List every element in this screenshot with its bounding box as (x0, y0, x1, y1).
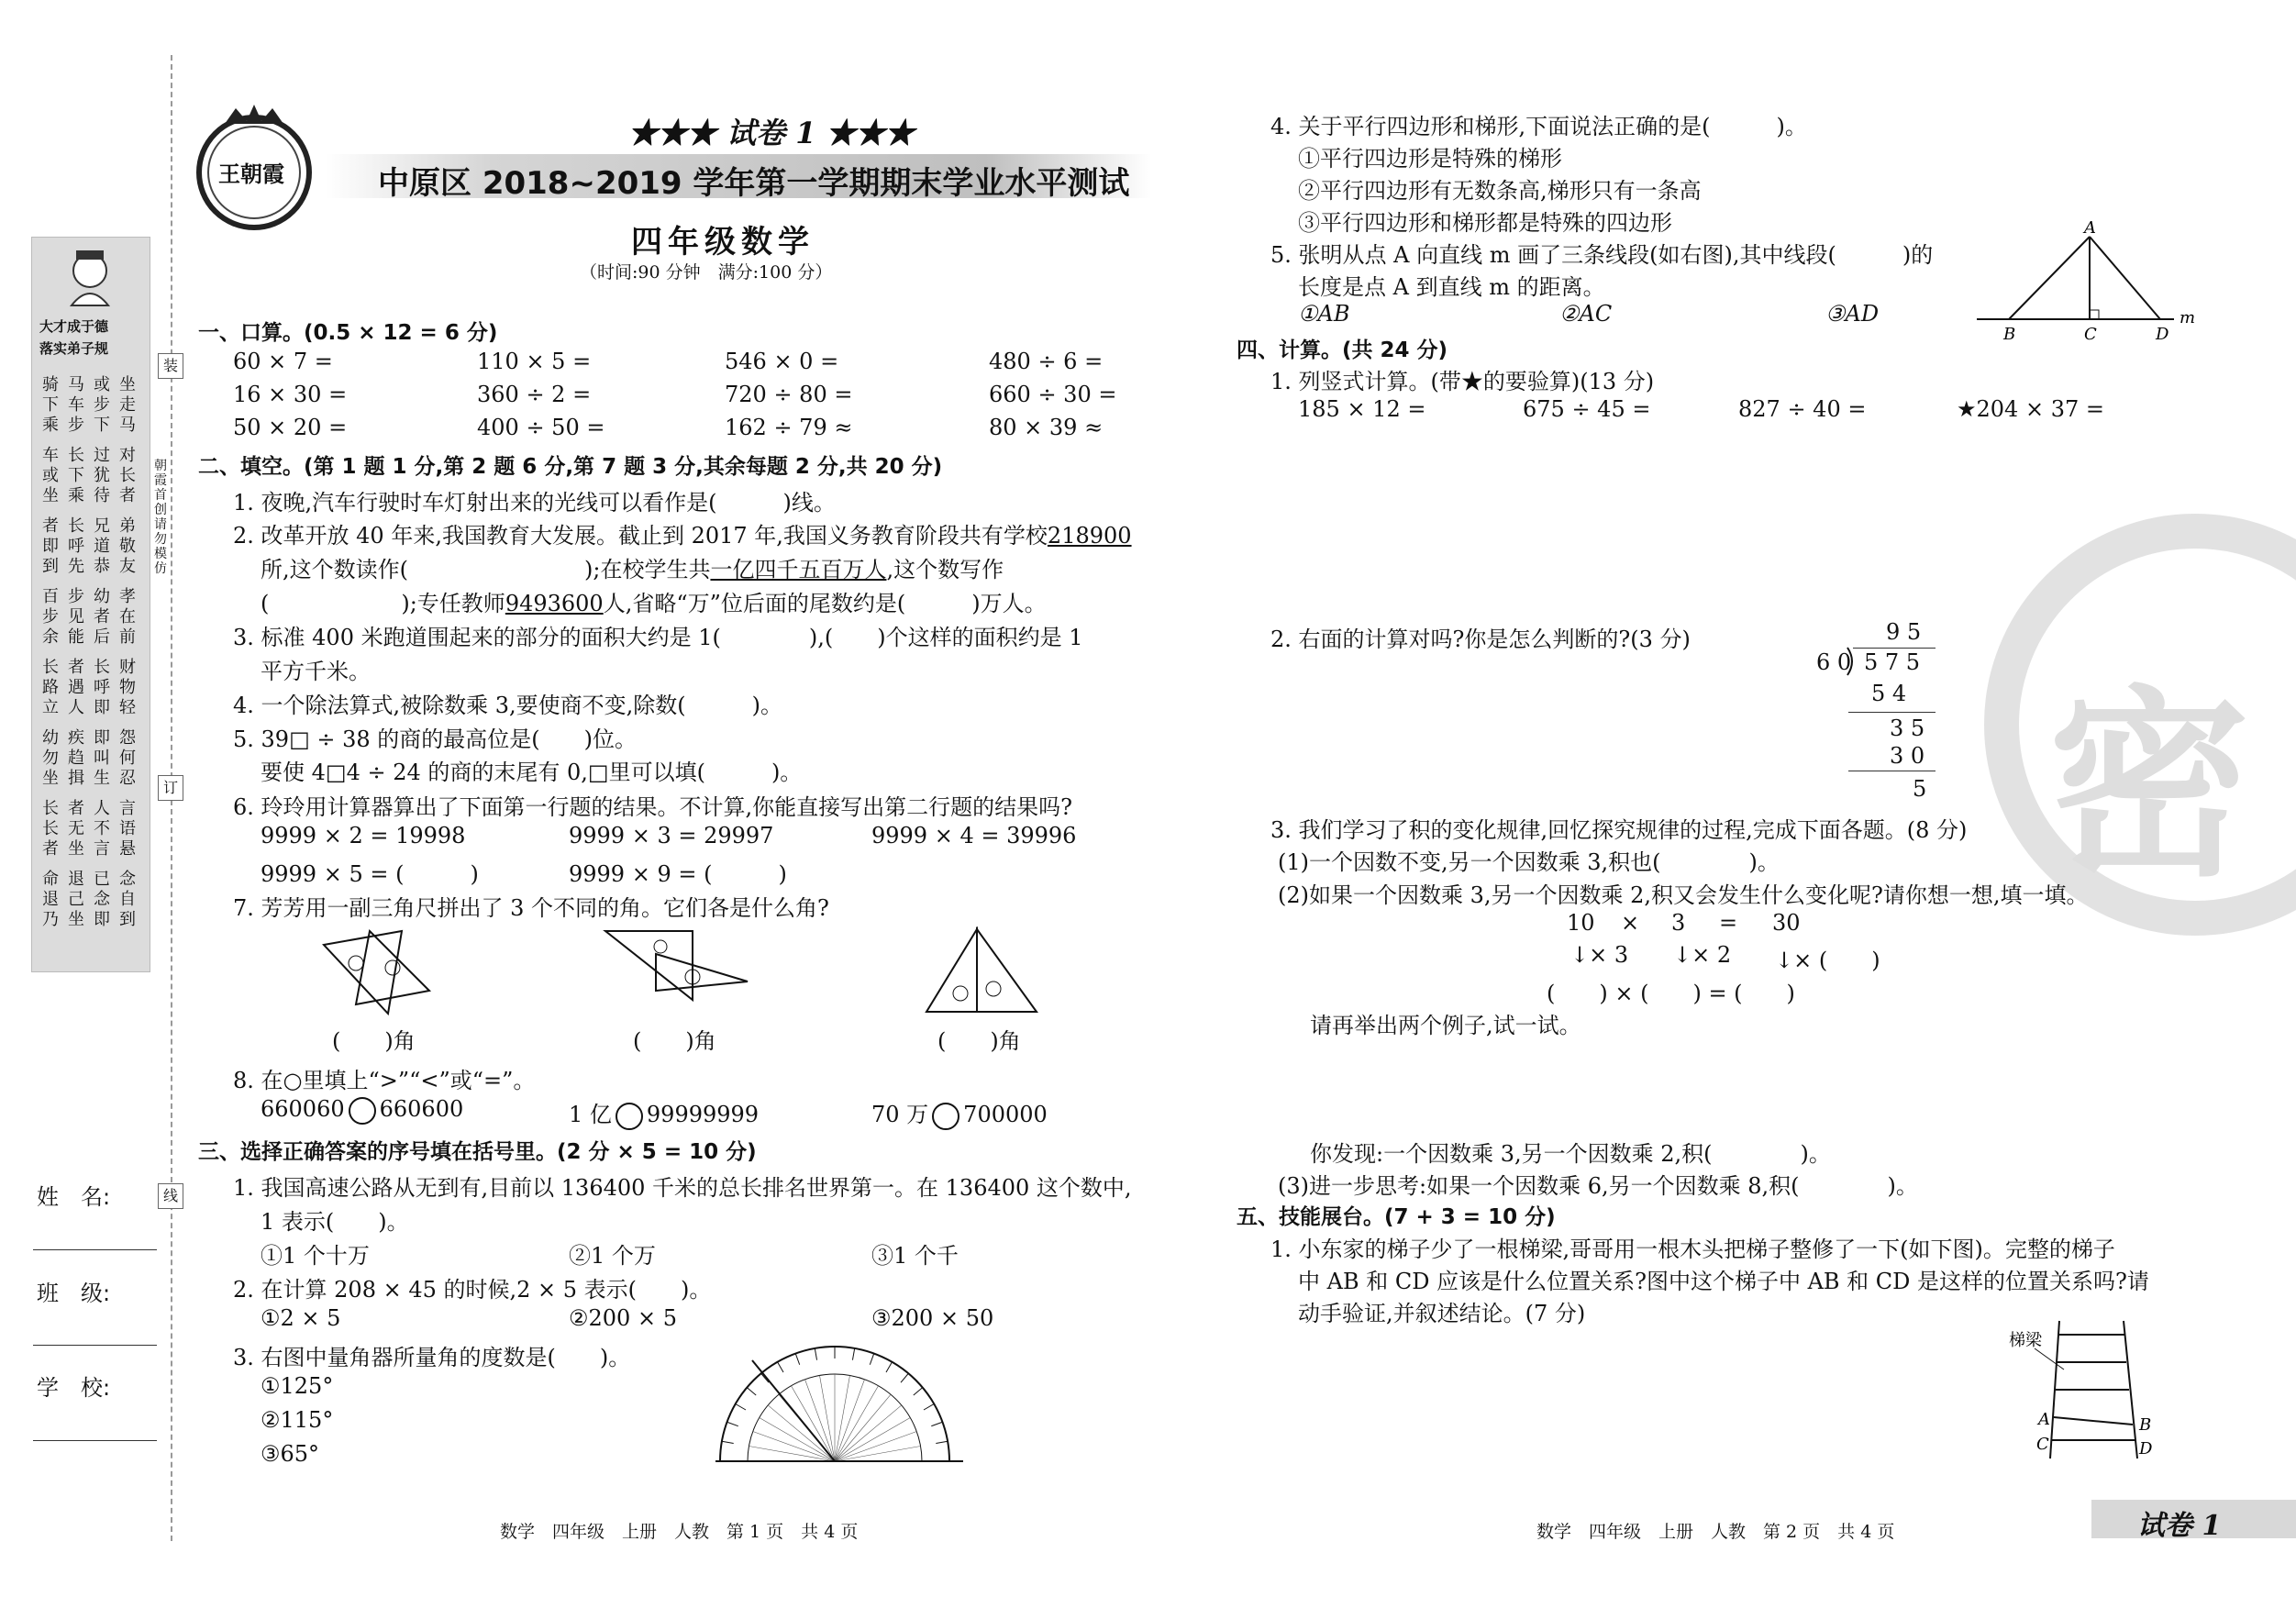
division-bar (1853, 648, 1936, 649)
choice-q3-opt-3: ③65° (261, 1441, 320, 1467)
calc-item-3: 827 ÷ 40 = (1738, 396, 1867, 422)
calc-q3: 3. 我们学习了积的变化规律,回忆探究规律的过程,完成下面各题。(8 分) (1270, 817, 1968, 843)
sidebar-motto-top: 大才成于德 (39, 318, 109, 335)
point-c-label: C (2084, 325, 2097, 344)
section-5-heading: 五、技能展台。(7 + 3 = 10 分) (1237, 1205, 1556, 1229)
product-eq-b: 3 (1671, 910, 1686, 936)
choice-q3-opt-1: ①125° (261, 1373, 334, 1399)
sidebar-poem-column: 长呼即 (94, 658, 110, 717)
oral-calc-item: 50 × 20 = (233, 415, 348, 440)
brand-logo-text: 王朝霞 (218, 161, 284, 187)
product-arrow-2: ↓× 2 (1673, 942, 1732, 968)
fill-q8: 8. 在○里填上“>”“<”或“=”。 (233, 1068, 536, 1093)
oral-calc-item: 162 ÷ 79 ≈ (725, 415, 853, 440)
skill-q1-line3: 动手验证,并叙述结论。(7 分) (1298, 1301, 1586, 1326)
calc-q2: 2. 右面的计算对吗?你是怎么判断的?(3 分) (1270, 627, 1691, 652)
fill-q7: 7. 芳芳用一副三角尺拼出了 3 个不同的角。它们各是什么角? (233, 895, 829, 921)
ladder-point-a: A (2038, 1410, 2050, 1429)
oral-calc-item: 60 × 7 = (233, 349, 333, 374)
sidebar-poem-column: 骑下乘 (42, 375, 59, 435)
fill-q6: 6. 玲玲用计算器算出了下面第一行题的结果。不计算,你能直接写出第二行题的结果吗? (233, 794, 1073, 820)
sidebar-poem-column: 财物轻 (119, 658, 136, 717)
division-divisor: 6 0 (1816, 649, 1852, 675)
fill-q2-line3: ( );专任教师9493600人,省略“万”位后面的尾数约是( )万人。 (261, 591, 1047, 616)
calc-q3-more-examples: 请再举出两个例子,试一试。 (1310, 1013, 1581, 1038)
choice-q3-opt-2: ②115° (261, 1407, 334, 1433)
choice-q2-opt-1: ①2 × 5 (261, 1305, 341, 1331)
calc-item-4: ★204 × 37 = (1957, 396, 2104, 422)
point-a-label: A (2084, 220, 2096, 238)
oral-calc-item: 480 ÷ 6 = (989, 349, 1104, 374)
fill-q2-line2: 所,这个数读作( );在校学生共一亿四千五百万人,这个数写作 (261, 557, 1004, 582)
sidebar-poem-column: 命退乃 (42, 870, 59, 929)
sidebar-poem-column: 孝在前 (119, 587, 136, 647)
right-page-footer: 数学 四年级 上册 人教 第 2 页 共 4 页 (1536, 1522, 1895, 1542)
point-b-label: B (2003, 325, 2016, 344)
sidebar-poem-column: 过犹待 (94, 446, 110, 505)
angle-blank-1[interactable]: ( )角 (332, 1028, 416, 1054)
fill-q5-line1: 5. 39□ ÷ 38 的商的最高位是( )位。 (233, 726, 638, 752)
choice-q4-opt-1: ①平行四边形是特殊的梯形 (1298, 146, 1562, 172)
oral-calc-item: 360 ÷ 2 = (477, 382, 592, 407)
sidebar-motto-bottom: 落实弟子规 (39, 340, 109, 357)
sidebar-poem-column: 退己坐 (68, 870, 84, 929)
oral-calc-item: 16 × 30 = (233, 382, 348, 407)
compare-circle-2[interactable] (616, 1103, 643, 1130)
angle-blank-3[interactable]: ( )角 (937, 1028, 1021, 1054)
calc-q3-finding: 你发现:一个因数乘 3,另一个因数乘 2,积( )。 (1310, 1141, 1831, 1167)
sidebar-poem-column: 疾趋揖 (68, 728, 84, 788)
choice-q4-opt-2: ②平行四边形有无数条高,梯形只有一条高 (1298, 178, 1702, 204)
division-step2: 3 5 (1890, 715, 1925, 741)
choice-q5-line1: 5. 张明从点 A 向直线 m 画了三条线段(如右图),其中线段( )的 (1270, 242, 1934, 268)
sidebar-poem-column: 即叫生 (94, 728, 110, 788)
skill-q1-line2: 中 AB 和 CD 应该是什么位置关系?图中这个梯子中 AB 和 CD 是这样的位置关系吗?请 (1298, 1269, 2149, 1294)
choice-q1-line1: 1. 我国高速公路从无到有,目前以 136400 千米的总长排名世界第一。在 136400 这个数中, (233, 1175, 1132, 1201)
fill-q6-r1-a: 9999 × 2 = 19998 (261, 823, 466, 848)
set-square-figure-3 (922, 925, 1041, 1016)
division-dividend: 5 7 5 (1864, 649, 1921, 675)
choice-q1-line2: 1 表示( )。 (261, 1209, 409, 1235)
sidebar-poem-column: 百步余 (42, 587, 59, 647)
choice-q5-opt-3: ③AD (1825, 301, 1880, 327)
angle-blank-2[interactable]: ( )角 (633, 1028, 716, 1054)
ladder-figure (2009, 1316, 2192, 1463)
name-field[interactable] (33, 1249, 157, 1250)
fill-q6-r1-c: 9999 × 4 = 39996 (871, 823, 1077, 848)
choice-q1-opt-3: ③1 个千 (871, 1243, 959, 1269)
section-2-heading: 二、填空。(第 1 题 1 分,第 2 题 6 分,第 7 题 3 分,其余每题 2 分,共 20 分) (198, 455, 943, 479)
choice-q5-line2: 长度是点 A 到直线 m 的距离。 (1298, 274, 1605, 300)
sidebar-poem-column: 车或坐 (42, 446, 59, 505)
sidebar-poem-column: 念自到 (119, 870, 136, 929)
product-eq-equals: = (1719, 910, 1738, 936)
binding-mark-2: 订 (158, 775, 183, 801)
oral-calc-item: 400 ÷ 50 = (477, 415, 605, 440)
watermark-seal-char: 密 (2047, 669, 2250, 904)
sidebar-poem-column: 幼勿坐 (42, 728, 59, 788)
choice-q2-opt-2: ②200 × 5 (569, 1305, 677, 1331)
compare-item-3: 70 万 700000 (871, 1096, 1048, 1130)
corner-paper-label: 试卷 1 (2137, 1510, 2222, 1542)
section-1-heading: 一、口算。(0.5 × 12 = 6 分) (198, 321, 498, 345)
exam-title: 中原区 2018~2019 学年第一学期期末学业水平测试 (378, 165, 1130, 202)
binding-mark-3: 线 (158, 1183, 183, 1209)
fill-q3-line1: 3. 标准 400 米跑道围起来的部分的面积大约是 1( ),( )个这样的面积约是 1 (233, 625, 1083, 650)
sidebar-poem-column: 兄道恭 (94, 516, 110, 576)
sidebar-motto-panel (31, 237, 150, 972)
oral-calc-item: 546 × 0 = (725, 349, 839, 374)
calc-item-1: 185 × 12 = (1298, 396, 1426, 422)
binding-note: 朝霞首创 请勿模仿 (154, 459, 167, 576)
set-square-figure-1 (319, 926, 438, 1018)
fill-q6-r1-b: 9999 × 3 = 29997 (569, 823, 774, 848)
fill-q6-r2-a: 9999 × 5 = ( ) (261, 861, 479, 887)
section-3-heading: 三、选择正确答案的序号填在括号里。(2 分 × 5 = 10 分) (198, 1140, 757, 1164)
sidebar-poem-column: 或步下 (94, 375, 110, 435)
product-eq-a: 10 (1567, 910, 1595, 936)
set-square-figure-2 (601, 926, 757, 1009)
division-step1: 5 4 (1871, 681, 1907, 706)
product-eq-times: × (1621, 910, 1640, 936)
product-eq-row2: ( ) × ( ) = ( ) (1547, 981, 1795, 1006)
fill-q4: 4. 一个除法算式,被除数乘 3,要使商不变,除数( )。 (233, 693, 783, 718)
compare-item-1: 660060 660600 (261, 1096, 463, 1125)
fill-q2-line1: 2. 改革开放 40 年来,我国教育大发展。截止到 2017 年,我国义务教育阶段共有学校218900 (233, 523, 1132, 549)
choice-q2: 2. 在计算 208 × 45 的时候,2 × 5 表示( )。 (233, 1277, 712, 1303)
choice-q1-opt-2: ②1 个万 (569, 1243, 656, 1269)
sidebar-poem-column: 怨何忍 (119, 728, 136, 788)
choice-q2-opt-3: ③200 × 50 (871, 1305, 994, 1331)
calc-q3-part1: (1)一个因数不变,另一个因数乘 3,积也( )。 (1278, 849, 1780, 875)
fill-q6-r2-b: 9999 × 9 = ( ) (569, 861, 787, 887)
oral-calc-item: 660 ÷ 30 = (989, 382, 1117, 407)
subject-title: 四年级数学 (631, 224, 815, 261)
protractor-figure (715, 1344, 972, 1468)
compare-circle-1[interactable] (349, 1097, 376, 1125)
skill-q1-line1: 1. 小东家的梯子少了一根梯梁,哥哥用一根木头把梯子整修了一下(如下图)。完整的梯子 (1270, 1237, 2115, 1262)
binding-mark-1: 装 (158, 353, 183, 379)
sidebar-poem-column: 对长者 (119, 446, 136, 505)
calc-q1: 1. 列竖式计算。(带★的要验算)(13 分) (1270, 369, 1655, 394)
compare-item-2: 1 亿 99999999 (569, 1096, 759, 1130)
school-field[interactable] (33, 1440, 157, 1441)
sidebar-poem-column: 长下乘 (68, 446, 84, 505)
left-page-footer: 数学 四年级 上册 人教 第 1 页 共 4 页 (500, 1522, 859, 1542)
perpendicular-lines-figure (1972, 220, 2202, 349)
school-label: 学 校: (37, 1375, 111, 1401)
calc-q3-part2: (2)如果一个因数乘 3,另一个因数乘 2,积又会发生什么变化呢?请你想一想,填一填。 (1278, 882, 2089, 908)
ladder-beam-label: 梯梁 (2009, 1331, 2042, 1350)
class-field[interactable] (33, 1345, 157, 1346)
sidebar-poem-column: 弟敬友 (119, 516, 136, 576)
sidebar-poem-column: 者无坐 (68, 799, 84, 859)
fill-q1: 1. 夜晚,汽车行驶时车灯射出来的光线可以看作是( )线。 (233, 490, 836, 516)
sidebar-poem-column: 者即到 (42, 516, 59, 576)
scholar-figure-icon (58, 245, 122, 309)
choice-q3: 3. 右图中量角器所量角的度数是( )。 (233, 1345, 631, 1370)
choice-q1-opt-1: ①1 个十万 (261, 1243, 370, 1269)
line-m-label: m (2180, 308, 2196, 327)
paper-label: ★★★ 试卷 1 ★★★ (628, 116, 915, 150)
point-d-label: D (2156, 325, 2169, 344)
choice-q4: 4. 关于平行四边形和梯形,下面说法正确的是( )。 (1270, 114, 1807, 139)
choice-q5-opt-2: ②AC (1559, 301, 1613, 327)
sidebar-poem-column: 步见能 (68, 587, 84, 647)
ladder-point-d: D (2139, 1439, 2153, 1458)
division-quotient: 9 5 (1886, 619, 1922, 645)
sidebar-poem-column: 人不言 (94, 799, 110, 859)
sidebar-poem-column: 长路立 (42, 658, 59, 717)
division-remainder: 5 (1913, 776, 1927, 802)
ladder-point-b: B (2139, 1415, 2152, 1435)
sidebar-poem-column: 者遇人 (68, 658, 84, 717)
name-label: 姓 名: (37, 1184, 111, 1210)
product-eq-result: 30 (1772, 910, 1801, 936)
calc-q3-part3: (3)进一步思考:如果一个因数乘 6,另一个因数乘 8,积( )。 (1278, 1173, 1918, 1199)
section-4-heading: 四、计算。(共 24 分) (1237, 338, 1448, 362)
sidebar-poem-column: 幼者后 (94, 587, 110, 647)
product-arrow-3: ↓× ( ) (1775, 948, 1880, 973)
fill-q5-line2: 要使 4□4 ÷ 24 的商的末尾有 0,□里可以填( )。 (261, 760, 803, 785)
sidebar-poem-column: 马车步 (68, 375, 84, 435)
oral-calc-item: 80 × 39 ≈ (989, 415, 1104, 440)
sidebar-poem-column: 长长者 (42, 799, 59, 859)
fill-q3-line2: 平方千米。 (261, 659, 371, 684)
ladder-point-c: C (2036, 1435, 2049, 1454)
division-line-1 (1848, 712, 1936, 713)
sidebar-poem-column: 长呼先 (68, 516, 84, 576)
exam-time-info: （时间:90 分钟 满分:100 分） (580, 262, 833, 283)
choice-q5-opt-1: ①AB (1298, 301, 1350, 327)
oral-calc-item: 720 ÷ 80 = (725, 382, 853, 407)
division-step3: 3 0 (1890, 743, 1925, 769)
oral-calc-item: 110 × 5 = (477, 349, 592, 374)
calc-item-2: 675 ÷ 45 = (1523, 396, 1651, 422)
class-label: 班 级: (37, 1281, 111, 1306)
division-bracket (1846, 646, 1858, 677)
sidebar-poem-column: 已念即 (94, 870, 110, 929)
sidebar-poem-column: 坐走马 (119, 375, 136, 435)
choice-q4-opt-3: ③平行四边形和梯形都是特殊的四边形 (1298, 210, 1672, 236)
compare-circle-3[interactable] (932, 1103, 959, 1130)
sidebar-poem-column: 言语悬 (119, 799, 136, 859)
product-arrow-1: ↓× 3 (1570, 942, 1629, 968)
